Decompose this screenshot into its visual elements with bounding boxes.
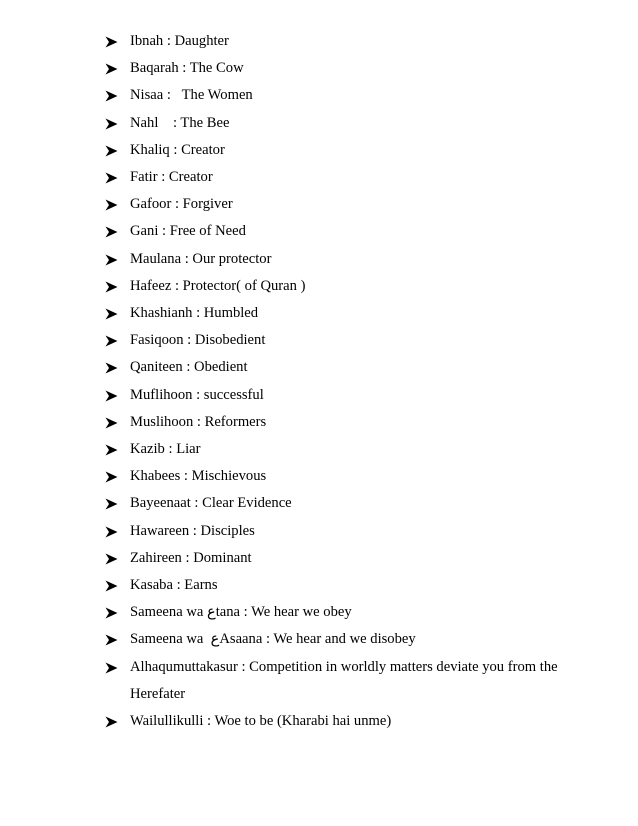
list-item <box>105 436 585 463</box>
list-item <box>105 137 585 164</box>
arrowhead-checkmark-bullet-icon <box>105 417 118 429</box>
list-item <box>105 55 585 82</box>
arrowhead-checkmark-bullet-icon <box>105 281 118 293</box>
arrowhead-checkmark-bullet-icon <box>105 63 118 75</box>
list-item <box>105 654 585 708</box>
arrowhead-checkmark-bullet-icon <box>105 471 118 483</box>
list-item-text: Kasaba : Earns <box>130 577 218 594</box>
list-item-text: Alhaqumuttakasur : Competition in worldly matters deviate you from the Herefater <box>130 658 562 702</box>
list-item <box>105 463 585 490</box>
arrowhead-checkmark-bullet-icon <box>105 36 118 48</box>
list-item <box>105 300 585 327</box>
list-item <box>105 409 585 436</box>
list-item <box>105 382 585 409</box>
list-item-text: Wailullikulli : Woe to be (Kharabi hai unme) <box>130 713 392 730</box>
arrowhead-checkmark-bullet-icon <box>105 526 118 538</box>
arrowhead-checkmark-bullet-icon <box>105 335 118 347</box>
arrowhead-checkmark-bullet-icon <box>105 444 118 456</box>
arrowhead-checkmark-bullet-icon <box>105 362 118 374</box>
list-item-text: Nisaa : The Women <box>130 87 253 104</box>
list-item <box>105 572 585 599</box>
arrowhead-checkmark-bullet-icon <box>105 145 118 157</box>
list-item <box>105 164 585 191</box>
arrowhead-checkmark-bullet-icon <box>105 716 118 728</box>
list-item <box>105 28 585 55</box>
arrowhead-checkmark-bullet-icon <box>105 390 118 402</box>
list-item-text: Muflihoon : successful <box>130 386 264 403</box>
list-item <box>105 490 585 517</box>
arrowhead-checkmark-bullet-icon <box>105 634 118 646</box>
list-item <box>105 246 585 273</box>
list-item-text: Hafeez : Protector( of Quran ) <box>130 277 306 294</box>
arrowhead-checkmark-bullet-icon <box>105 308 118 320</box>
list-item-text: Sameena wa ﻉtana : We hear we obey <box>130 604 352 621</box>
arrowhead-checkmark-bullet-icon <box>105 199 118 211</box>
list-item <box>105 273 585 300</box>
list-item <box>105 327 585 354</box>
list-item-text: Kazib : Liar <box>130 441 201 458</box>
arrowhead-checkmark-bullet-icon <box>105 607 118 619</box>
arrowhead-checkmark-bullet-icon <box>105 172 118 184</box>
arrowhead-checkmark-bullet-icon <box>105 580 118 592</box>
list-item <box>105 218 585 245</box>
arrowhead-checkmark-bullet-icon <box>105 254 118 266</box>
list-item <box>105 518 585 545</box>
list-item <box>105 354 585 381</box>
list-item <box>105 191 585 218</box>
list-item-text: Ibnah : Daughter <box>130 33 229 49</box>
list-item <box>105 110 585 137</box>
list-item-text: Khabees : Mischievous <box>130 468 267 485</box>
list-item-text: Maulana : Our protector <box>130 250 272 267</box>
arrowhead-checkmark-bullet-icon <box>105 226 118 238</box>
list-item-text: Gani : Free of Need <box>130 223 246 240</box>
list-item-text: Khashianh : Humbled <box>130 305 259 322</box>
arrowhead-checkmark-bullet-icon <box>105 553 118 565</box>
list-item <box>105 599 585 626</box>
arrowhead-checkmark-bullet-icon <box>105 118 118 130</box>
list-item <box>105 82 585 109</box>
list-item-text: Qaniteen : Obedient <box>130 359 248 376</box>
arrowhead-checkmark-bullet-icon <box>105 498 118 510</box>
list-item-text: Nahl : The Bee <box>130 114 230 131</box>
list-item-text: Sameena wa ﻉAsaana : We hear and we disobey <box>130 631 416 648</box>
arrowhead-checkmark-bullet-icon <box>105 90 118 102</box>
list-item <box>105 545 585 572</box>
list-item-text: Gafoor : Forgiver <box>130 196 233 213</box>
list-item <box>105 626 585 653</box>
list-item-text: Fasiqoon : Disobedient <box>130 332 266 349</box>
list-item-text: Baqarah : The Cow <box>130 60 244 77</box>
list-item-text: Khaliq : Creator <box>130 141 225 158</box>
list-item-text: Zahireen : Dominant <box>130 549 252 566</box>
list-item-text: Hawareen : Disciples <box>130 522 255 539</box>
list-item-text: Bayeenaat : Clear Evidence <box>130 495 292 512</box>
glossary-list <box>105 28 585 735</box>
list-item-text: Muslihoon : Reformers <box>130 413 267 430</box>
list-item <box>105 708 585 735</box>
list-item-text: Fatir : Creator <box>130 169 213 186</box>
arrowhead-checkmark-bullet-icon <box>105 662 118 674</box>
